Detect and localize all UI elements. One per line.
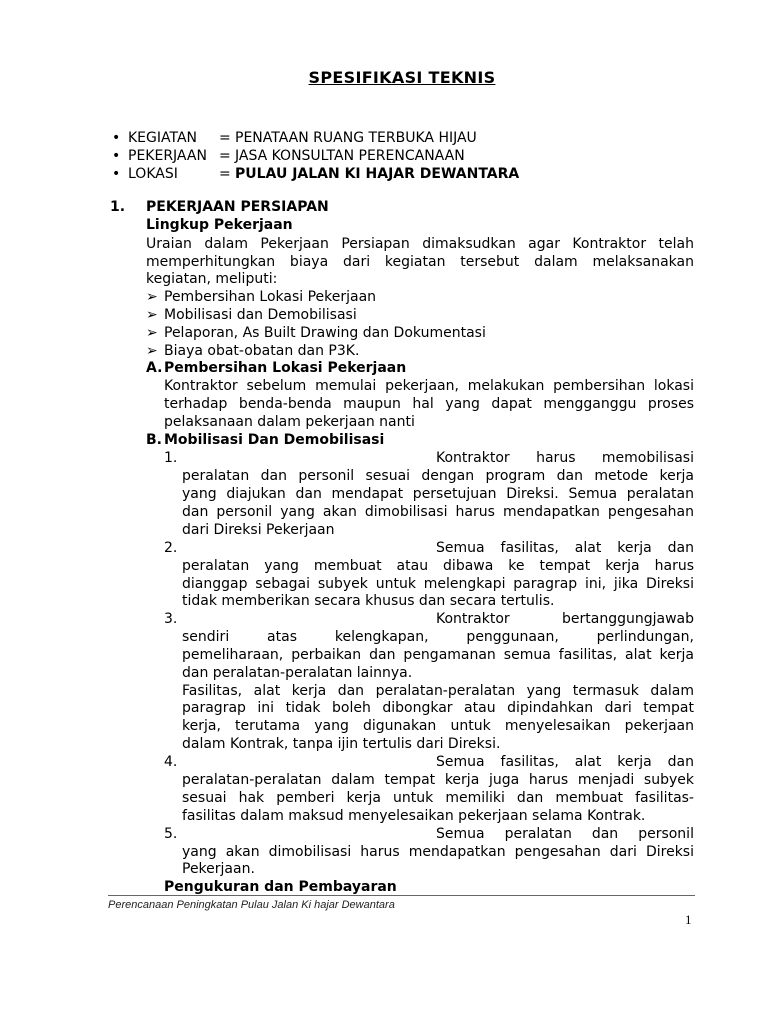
paragraph-line: tidak memberikan secara khusus dan secara tertulis. [182,593,555,609]
word: personil [638,826,694,842]
footer-divider [108,895,695,896]
word: peralatan [504,826,572,842]
item-first-line [436,539,694,557]
item-first-line [436,825,694,843]
arrow-bullet-icon: ➢ [146,343,158,359]
paragraph-line: peralatan-peralatan dalam tempat kerja juga harus menjadi subyek [182,772,694,788]
item-first-line [436,449,694,467]
section-number: 1. [110,199,126,215]
list-item-text: Biaya obat-obatan dan P3K. [164,343,360,359]
meta-value: JASA KONSULTAN PERENCANAAN [235,148,465,164]
paragraph-line: Fasilitas, alat kerja dan peralatan-peralatan yang termasuk dalam [182,683,694,699]
section-heading: PEKERJAAN PERSIAPAN [146,199,329,215]
section-subheading: Lingkup Pekerjaan [146,217,293,233]
subsection-a-label: A. [146,360,163,376]
intro-line: memperhitungkan biaya dari kegiatan tersebut dalam melaksanakan [146,254,694,270]
word: bertanggungjawab [562,611,694,627]
list-item [146,342,359,360]
word: fasilitas, [500,540,559,556]
meta-key: PEKERJAAN [128,148,207,164]
paragraph-line: dalam Kontrak, tanpa ijin tertulis dari Direksi. [182,736,501,752]
meta-key: LOKASI [128,166,178,182]
word: Kontraktor [436,450,510,466]
paragraph-line: peralatan yang membuat atau dibawa ke tempat kerja harus [182,558,694,574]
arrow-bullet-icon: ➢ [146,307,158,323]
paragraph-line: dan peralatan-peralatan lainnya. [182,665,413,681]
word: Semua [436,754,485,770]
list-item [146,306,357,324]
word: alat [574,754,602,770]
meta-value: PENATAAN RUANG TERBUKA HIJAU [235,130,477,146]
paragraph-line: pemeliharaan, perbaikan dan pengamanan semua fasilitas, alat kerja [182,647,694,663]
paragraph-line: paragrap ini tidak boleh dibongkar atau dipindahkan dari tempat [182,700,694,716]
word: Semua [436,540,485,556]
paragraph-line: yang akan dimobilisasi harus mendapatkan pengesahan dari Direksi [182,844,694,860]
paragraph-line: Pekerjaan. [182,861,255,877]
page-number: 1 [685,912,692,927]
subsection-b-label: B. [146,432,162,448]
paragraph-line: dan personil yang akan dimobilisasi harus mendapatkan pengesahan [182,504,694,520]
list-item-text: Pelaporan, As Built Drawing dan Dokumentasi [164,325,486,341]
word: dan [667,754,694,770]
paragraph-line: kerja, terutama yang digunakan untuk menyelesaikan pekerjaan [182,718,694,734]
subsection-a-title: Pembersihan Lokasi Pekerjaan [164,360,407,376]
bullet-icon: • [112,166,121,182]
item-number: 4. [164,754,178,770]
paragraph-line: sesuai hak pemberi kerja untuk memiliki dan membuat fasilitas- [182,790,694,806]
paragraph-line: dianggap sebagai subyek untuk melengkapi paragrap ini, jika Direksi [182,576,694,592]
item-number: 2. [164,540,178,556]
item-number: 1. [164,450,178,466]
word: kerja [617,754,652,770]
paragraph-line: dari Direksi Pekerjaan [182,522,335,538]
word: harus [536,450,576,466]
closing-heading: Pengukuran dan Pembayaran [164,879,397,895]
list-item [146,288,376,306]
arrow-bullet-icon: ➢ [146,289,158,305]
word: alat [574,540,602,556]
bullet-icon: • [112,148,121,164]
list-item [146,324,486,342]
item-first-line [436,610,694,628]
item-number: 5. [164,826,178,842]
paragraph-line: Kontraktor sebelum memulai pekerjaan, melakukan pembersihan lokasi [164,378,694,394]
item-number: 3. [164,611,178,627]
paragraph-line: fasilitas dalam maksud menyelesaikan pekerjaan selama Kontrak. [182,808,646,824]
meta-value: PULAU JALAN KI HAJAR DEWANTARA [235,166,520,182]
intro-line: kegiatan, meliputi: [146,271,278,287]
bullet-icon: • [112,130,121,146]
paragraph-line: peralatan dan personil sesuai dengan program dan metode kerja [182,468,694,484]
list-item-text: Pembersihan Lokasi Pekerjaan [164,289,377,305]
paragraph-line: sendiri atas kelengkapan, penggunaan, perlindungan, [182,629,694,645]
paragraph-line: yang diajukan dan mendapat persetujuan Direksi. Semua peralatan [182,486,694,502]
page-title: SPESIFIKASI TEKNIS [308,68,496,87]
item-first-line [436,753,694,771]
meta-equals: = [219,166,231,182]
word: Semua [436,826,485,842]
word: fasilitas, [500,754,559,770]
footer-text: Perencanaan Peningkatan Pulau Jalan Ki hajar Dewantara [108,899,395,911]
intro-line: Uraian dalam Pekerjaan Persiapan dimaksudkan agar Kontraktor telah [146,236,694,252]
meta-equals: = [219,148,231,164]
meta-key: KEGIATAN [128,130,198,146]
list-item-text: Mobilisasi dan Demobilisasi [164,307,357,323]
word: Kontraktor [436,611,510,627]
word: memobilisasi [601,450,694,466]
arrow-bullet-icon: ➢ [146,325,158,341]
word: dan [667,540,694,556]
word: dan [591,826,619,842]
word: kerja [617,540,652,556]
subsection-b-title: Mobilisasi Dan Demobilisasi [164,432,385,448]
paragraph-line: pelaksanaan dalam pekerjaan nanti [164,414,415,430]
paragraph-line: terhadap benda-benda maupun hal yang dapat mengganggu proses [164,396,694,412]
meta-equals: = [219,130,231,146]
